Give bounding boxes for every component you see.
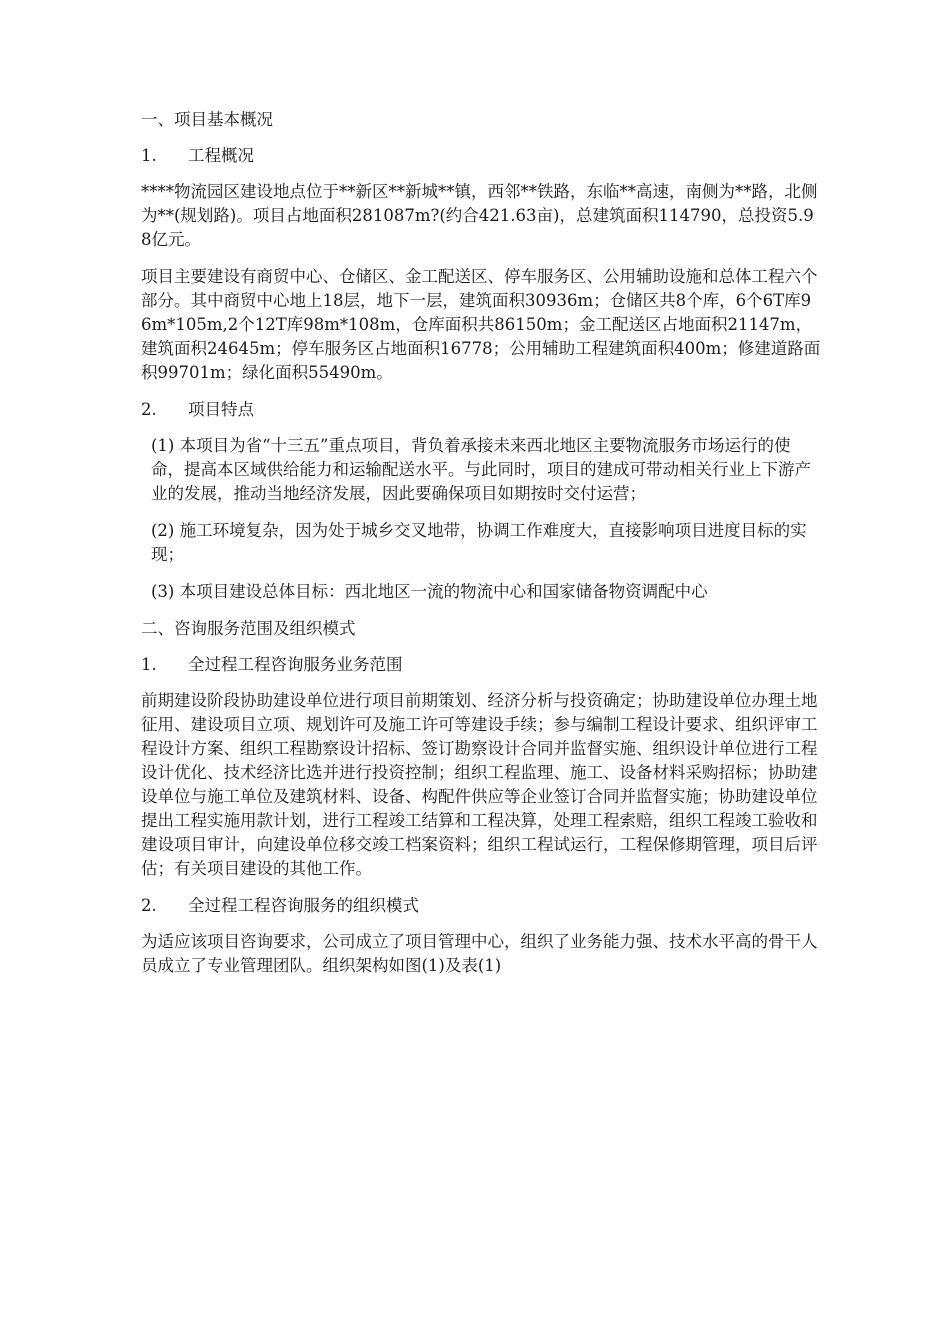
list-item: (3) 本项目建设总体目标：西北地区一流的物流中心和国家储备物资调配中心 [151,582,708,601]
section-heading: 二、咨询服务范围及组织模式 [141,619,356,638]
paragraph: ****物流园区建设地点位于**新区**新城**镇，西邻**铁路，东临**高速，南侧为**路，北侧为**(规划路)。项目占地面积281087m?(约合421.63亩)，总建筑面积114790，总投资5.98亿元。 [141,182,818,249]
subsection-heading [141,653,821,677]
subsection-heading [141,398,821,422]
subsection-title: 全过程工程咨询服务业务范围 [188,655,403,674]
subsection-number: 1. [141,655,157,674]
subsection-title: 全过程工程咨询服务的组织模式 [188,896,419,915]
paragraph: 前期建设阶段协助建设单位进行项目前期策划、经济分析与投资确定；协助建设单位办理土地征用、建设项目立项、规划许可及施工许可等建设手续；参与编制工程设计要求、组织评审工程设计方案、组织工程勘察设计招标、签订勘察设计合同并监督实施、组织设计单位进行工程设计优化、技术经济比选并进行投资控制；组织工程监理、施工、设备材料采购招标；协助建设单位与施工单位及建筑材料、设备、构配件供应等企业签订合同并监督实施；协助建设单位提出工程实施用款计划，进行工程竣工结算和工程决算，处理工程索赔，组织工程竣工验收和建设项目审计，向建设单位移交竣工档案资料；组织工程试运行，工程保修期管理，项目后评估；有关项目建设的其他工作。 [141,691,818,878]
subsection-heading [141,894,821,918]
subsection-title: 工程概况 [188,146,254,165]
subsection-heading [141,144,821,168]
paragraph: 项目主要建设有商贸中心、仓储区、金工配送区、停车服务区、公用辅助设施和总体工程六个部分。其中商贸中心地上18层，地下一层，建筑面积30936m；仓储区共8个库，6个6T库96m*105m,2个12T库98m*108m，仓库面积共86150m；金工配送区占地面积21147m，建筑面积24645m；停车服务区占地面积16778；公用辅助工程建筑面积400m；修建道路面积99701m；绿化面积55490m。 [141,267,821,382]
subsection-title: 项目特点 [188,400,254,419]
subsection-number: 2. [141,400,157,419]
list-item: (2) 施工环境复杂，因为处于城乡交叉地带，协调工作难度大，直接影响项目进度目标的实现； [151,521,807,564]
section-heading: 一、项目基本概况 [141,110,273,129]
document-body [141,108,821,991]
subsection-number: 1. [141,146,157,165]
subsection-number: 2. [141,896,157,915]
paragraph: 为适应该项目咨询要求，公司成立了项目管理中心，组织了业务能力强、技术水平高的骨干人员成立了专业管理团队。组织架构如图(1)及表(1) [141,932,818,975]
list-item: (1) 本项目为省“十三五”重点项目，背负着承接未来西北地区主要物流服务市场运行的使命，提高本区域供给能力和运输配送水平。与此同时，项目的建成可带动相关行业上下游产业的发展，推动当地经济发展，因此要确保项目如期按时交付运营； [151,436,811,503]
